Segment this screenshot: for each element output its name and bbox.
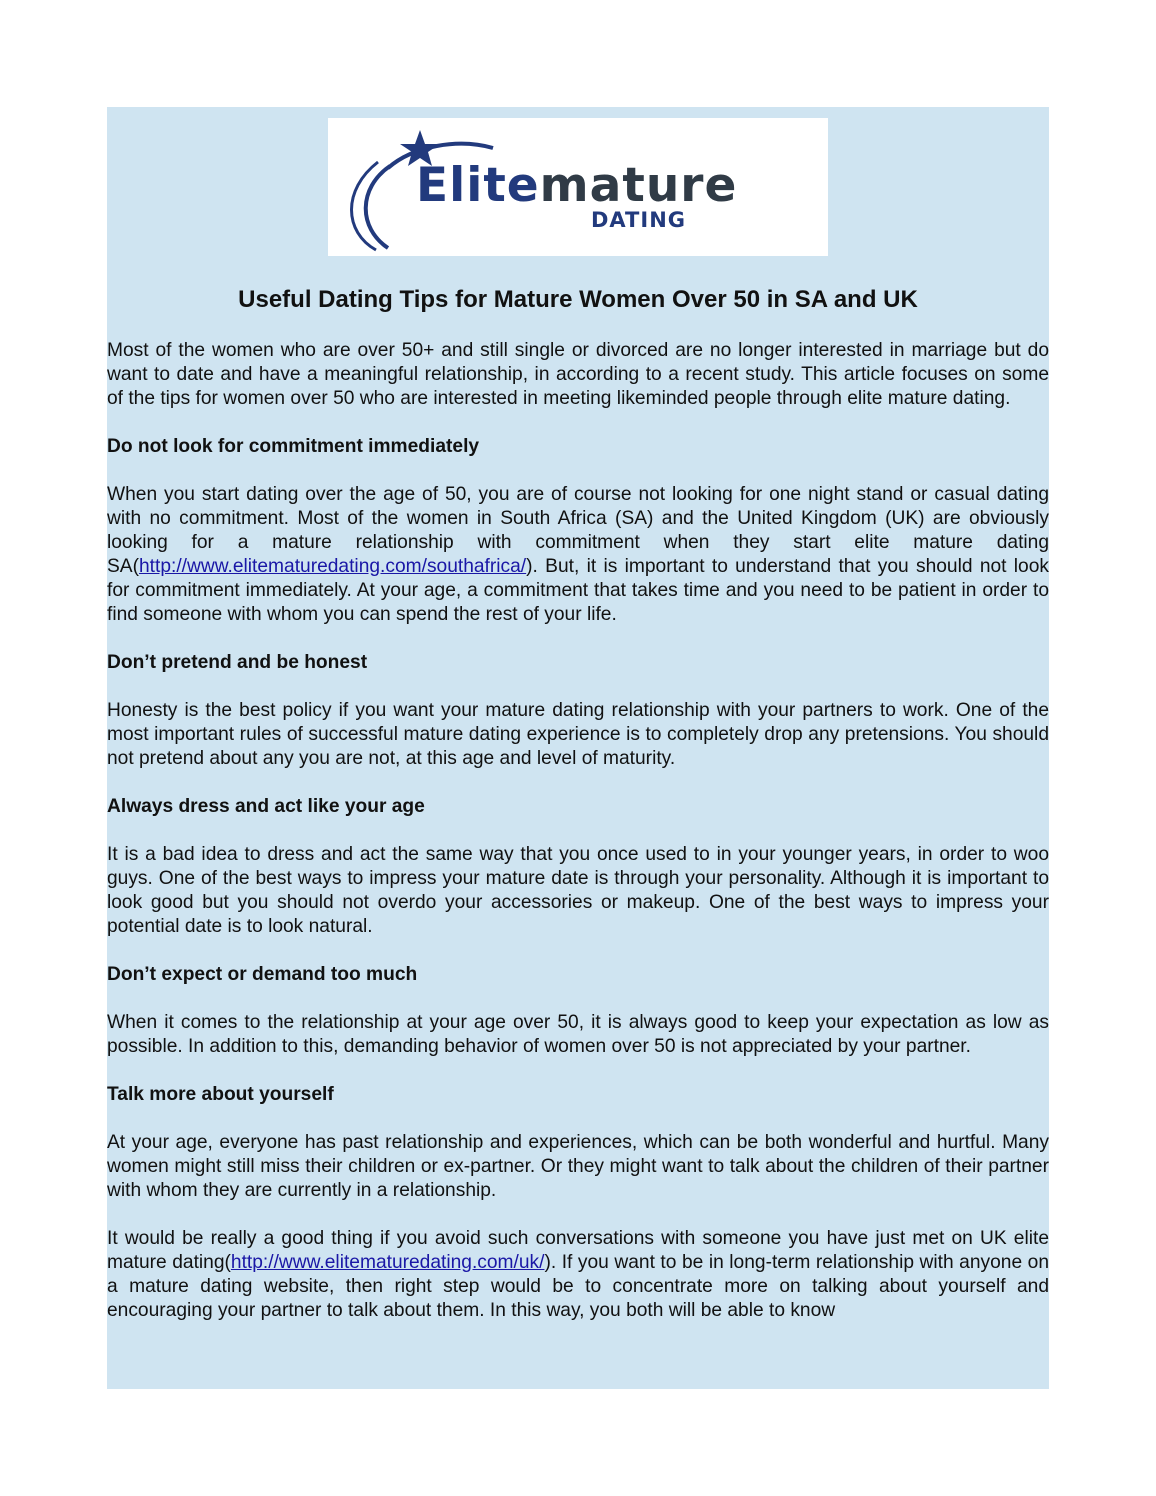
article-title: Useful Dating Tips for Mature Women Over 50 in SA and UK bbox=[238, 286, 918, 313]
heading-expect: Don’t expect or demand too much bbox=[107, 964, 418, 985]
paragraph-commitment-text-a: When you start dating over the age of 50, you are of course not looking for one night stand or casual dating with no commitment. Most of the women in South Africa (SA) and the United Kingdom (UK) are obviously looking for a mature relationship with commitment when they start elite mature dating SA( bbox=[107, 484, 1049, 577]
paragraph-commitment bbox=[107, 483, 1049, 627]
paragraph-honest: Honesty is the best policy if you want your mature dating relationship with your partners to work. One of the most important rules of successful mature dating experience is to completely drop any pretensions. You should not pretend about any you are not, at this age and level of maturity. bbox=[107, 700, 1049, 769]
paragraph-talk-1: At your age, everyone has past relationship and experiences, which can be both wonderful and hurtful. Many women might still miss their children or ex-partner. Or they might want to talk about the children of their partner with whom they are currently in a relationship. bbox=[107, 1132, 1049, 1201]
paragraph-expect: When it comes to the relationship at your age over 50, it is always good to keep your expectation as low as possible. In addition to this, demanding behavior of women over 50 is not appreciated by your partner. bbox=[107, 1012, 1049, 1057]
heading-commitment: Do not look for commitment immediately bbox=[107, 436, 480, 457]
paragraph-talk-2-text-a: It would be really a good thing if you avoid such conversations with someone you have just met on UK elite mature dating( bbox=[107, 1228, 1049, 1273]
paragraph-talk-2-text-b: ). If you want to be in long-term relationship with anyone on a mature dating website, then right step would be to concentrate more on talking about yourself and encouraging your partner to talk about them. In this way, you both will be able to know bbox=[107, 1252, 1049, 1321]
logo-wordmark bbox=[416, 158, 738, 213]
logo-dating: DATING bbox=[591, 208, 687, 232]
paragraph-commitment-text-b: ). But, it is important to understand that you should not look for commitment immediately. At your age, a commitment that takes time and you need to be patient in order to find someone with whom you can spend the rest of your life. bbox=[107, 556, 1049, 625]
article-body bbox=[107, 285, 1049, 1347]
elitemature-logo bbox=[328, 118, 828, 256]
paragraph-dress: It is a bad idea to dress and act the same way that you once used to in your younger years, in order to woo guys. One of the best ways to impress your mature date is through your personality. Although it is important to look good but you should not overdo your accessories or makeup. One of the best ways to impress your potential date is to look natural. bbox=[107, 844, 1049, 937]
heading-talk: Talk more about yourself bbox=[107, 1084, 334, 1105]
paragraph-talk-2 bbox=[107, 1227, 1049, 1323]
document-page bbox=[107, 107, 1049, 1389]
logo-mature: mature bbox=[539, 158, 738, 213]
logo-elite: Elite bbox=[416, 158, 540, 213]
link-south-africa[interactable]: http://www.elitematuredating.com/southafrica/ bbox=[139, 556, 527, 577]
heading-honest: Don’t pretend and be honest bbox=[107, 652, 368, 673]
intro-paragraph: Most of the women who are over 50+ and still single or divorced are no longer interested in marriage but do want to date and have a meaningful relationship, in according to a recent study. This article focuses on some of the tips for women over 50 who are interested in meeting likeminded people through elite mature dating. bbox=[107, 340, 1049, 409]
heading-dress: Always dress and act like your age bbox=[107, 796, 425, 817]
link-uk[interactable]: http://www.elitematuredating.com/uk/ bbox=[230, 1252, 545, 1273]
